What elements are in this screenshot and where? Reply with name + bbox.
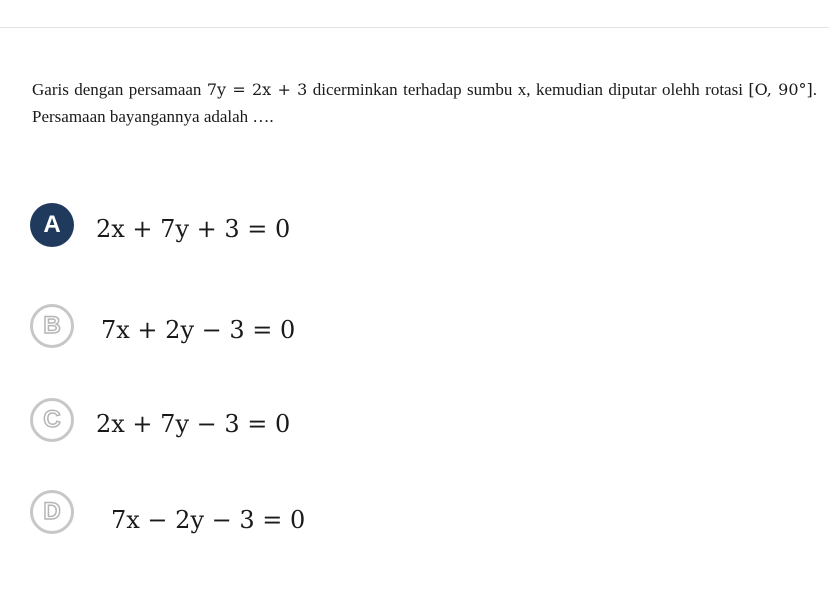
option-a-formula: 2x + 7y + 3 = 0 bbox=[96, 215, 291, 243]
option-d-badge[interactable] bbox=[30, 490, 74, 534]
option-c-badge[interactable] bbox=[30, 398, 74, 442]
question-text bbox=[32, 76, 817, 130]
option-b[interactable] bbox=[30, 304, 530, 354]
option-b-formula: 7x + 2y − 3 = 0 bbox=[101, 316, 296, 344]
question-text-before: Garis dengan persamaan bbox=[32, 80, 207, 99]
option-d[interactable] bbox=[30, 490, 530, 540]
option-b-letter: B bbox=[43, 312, 61, 339]
question-text-middle: dicerminkan terhadap sumbu x, kemudian diputar olehh rotasi bbox=[307, 80, 749, 99]
option-d-formula: 7x − 2y − 3 = 0 bbox=[111, 506, 306, 534]
option-d-letter: D bbox=[43, 498, 61, 525]
option-c-letter: C bbox=[43, 406, 61, 433]
option-b-badge[interactable] bbox=[30, 304, 74, 348]
top-divider bbox=[0, 27, 829, 28]
option-a-letter: A bbox=[43, 211, 61, 238]
question-equation: 7y = 2x + 3 bbox=[206, 80, 308, 99]
option-a[interactable] bbox=[30, 203, 530, 253]
question-rotation: [O, 90°] bbox=[748, 80, 813, 99]
question-text-after: . Persamaan bayangannya adalah …. bbox=[32, 80, 817, 126]
option-a-badge[interactable] bbox=[30, 203, 74, 247]
option-c-formula: 2x + 7y − 3 = 0 bbox=[96, 410, 291, 438]
option-c[interactable] bbox=[30, 398, 530, 448]
